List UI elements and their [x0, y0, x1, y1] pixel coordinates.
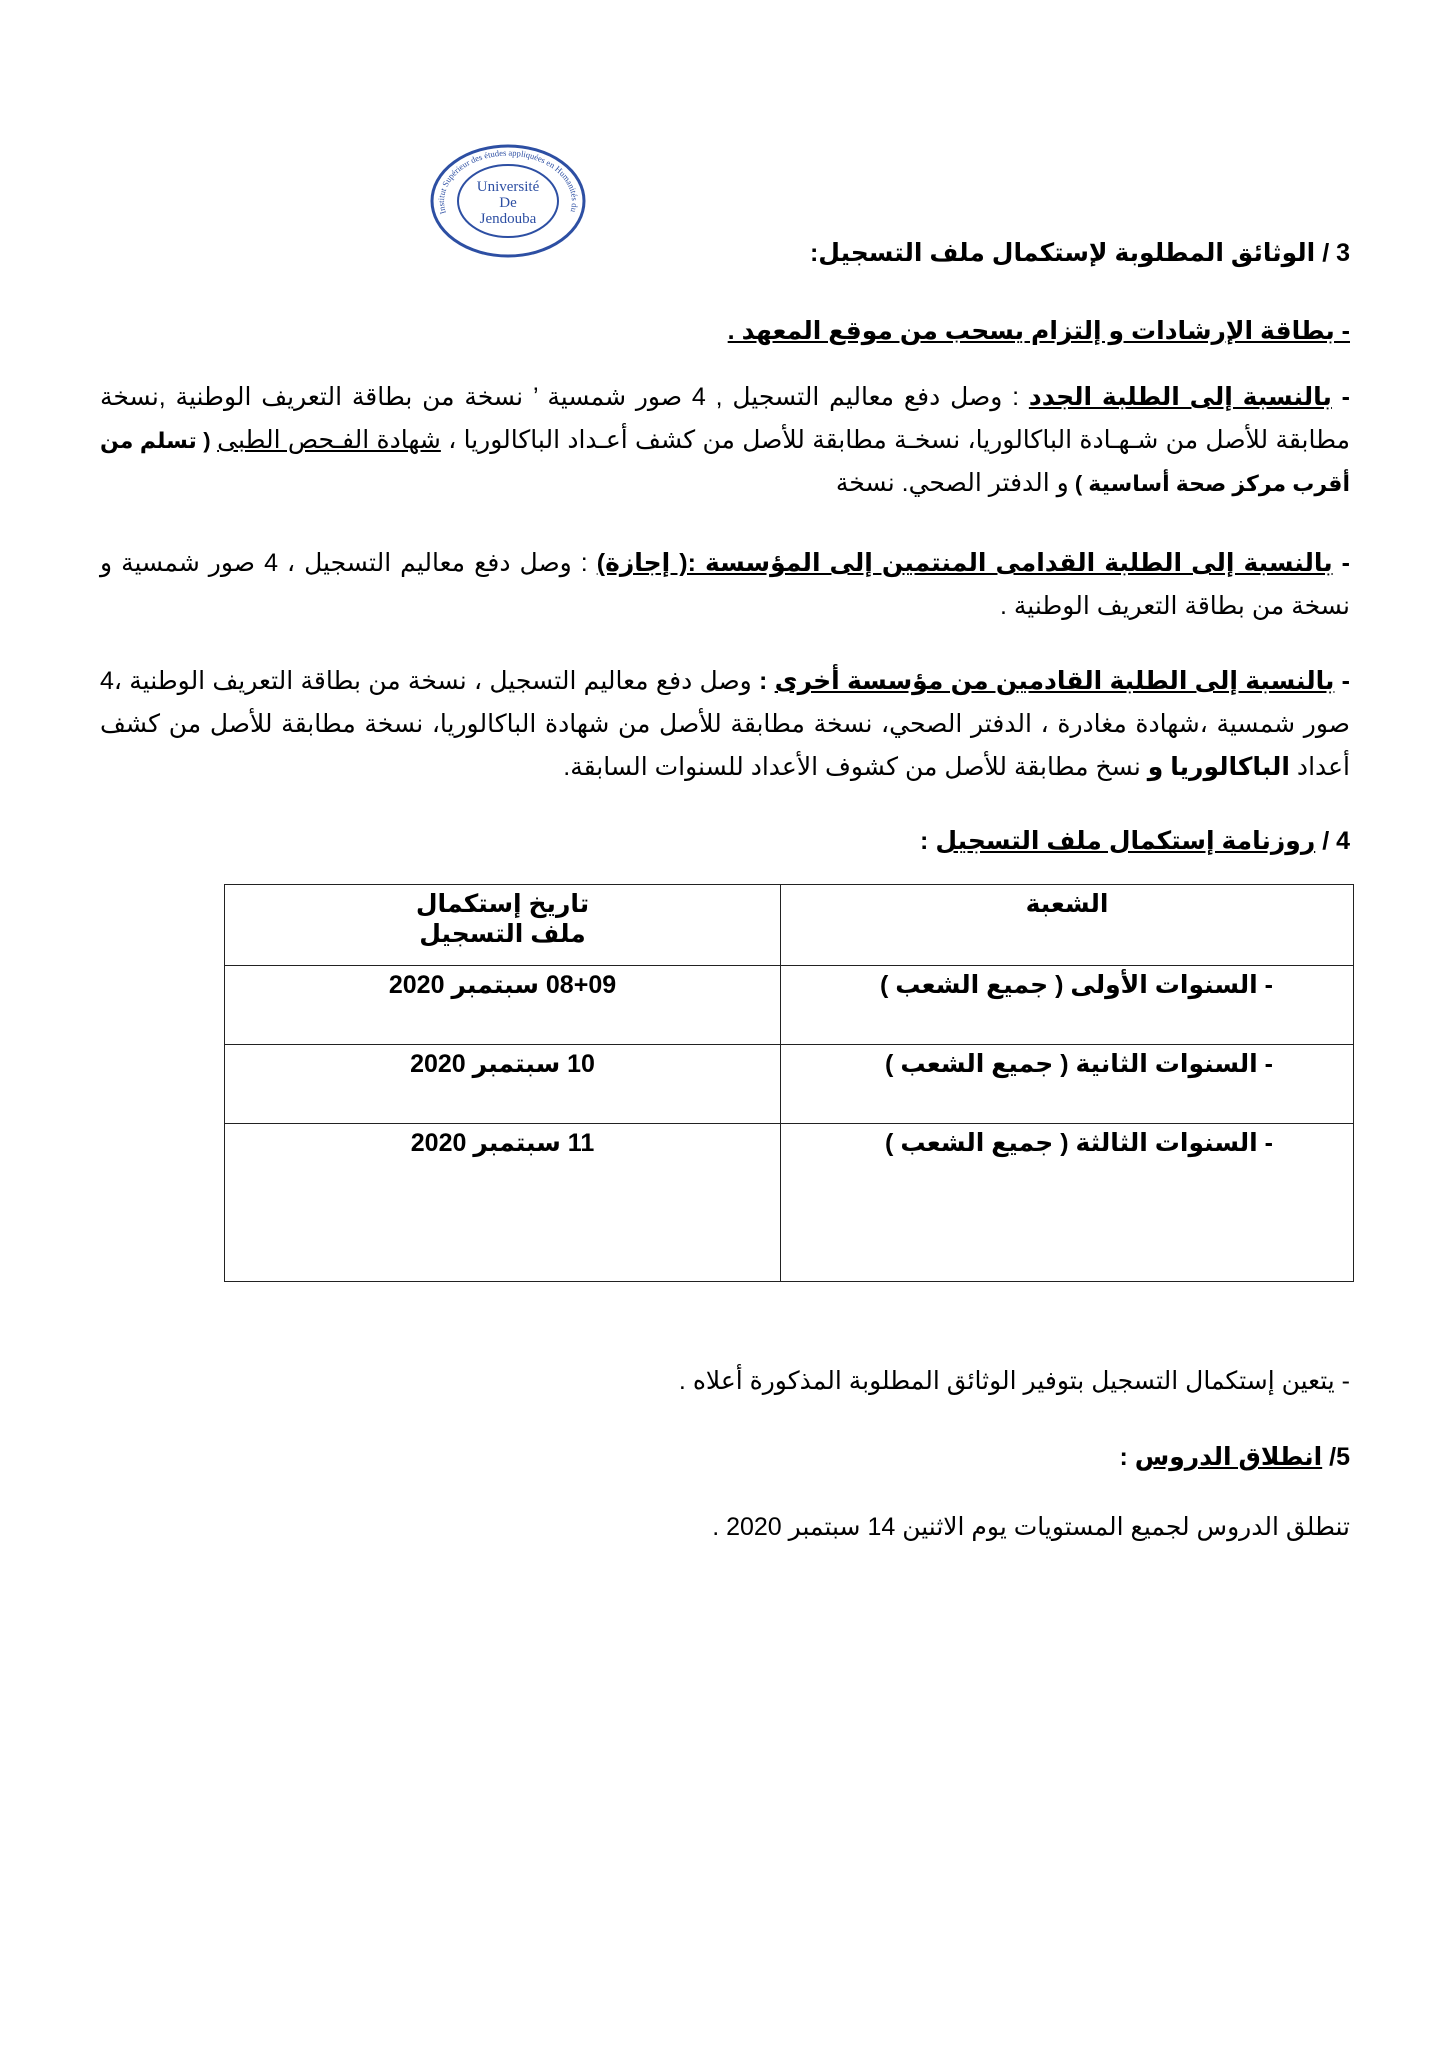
completion-note: - يتعين إستكمال التسجيل بتوفير الوثائق المطلوبة المذكورة أعلاه . [678, 1367, 1350, 1395]
header-date-line-2: ملف التسجيل [419, 920, 586, 948]
seal-line-3: Jendouba [479, 211, 537, 227]
section-5-heading: انطلاق الدروس [1134, 1443, 1323, 1471]
transfer-students-colon: : [751, 667, 775, 695]
transfer-students-text-b: نسخ مطابقة للأصل من كشوف الأعداد للسنوات السابقة. [563, 753, 1148, 781]
transfer-students-text-a: وصل دفع معاليم التسجيل ، نسخة من بطاقة التعريف الوطنية ،4 صور شمسية ،شهادة مغادرة ، الدفتر الصحي، نسخة مطابقة للأصل من شهادة الباكالوريا، نسخة مطابقة للأصل من كشف أعداد [100, 667, 1350, 781]
section-4-title [920, 826, 1350, 856]
header-date [225, 885, 781, 966]
seal-ring-text: Institut Supérieur des études appliquées en Humanités du [435, 147, 581, 216]
seal-graphic [428, 143, 588, 259]
header-date-line-1: تاريخ إستكمال [415, 890, 590, 918]
row-date: 10 سبتمبر 2020 [225, 1045, 781, 1124]
new-students-text-b: و الدفتر الصحي. نسخة [835, 469, 1069, 497]
section-5-number: 5/ [1322, 1443, 1350, 1471]
row-branch: - السنوات الثالثة ( جميع الشعب ) [781, 1124, 1354, 1282]
medical-certificate: شهادة الفـحص الطبى [217, 426, 441, 454]
paragraph-returning-students [100, 542, 1350, 628]
section-4-colon: : [920, 827, 936, 855]
table-header-row [225, 885, 1354, 966]
table-row [225, 1124, 1354, 1282]
returning-students-text: : وصل دفع معاليم التسجيل ، 4 صور شمسية و نسخة من بطاقة التعريف الوطنية . [100, 549, 1350, 620]
row-date: 11 سبتمبر 2020 [225, 1124, 781, 1282]
section-4-number: 4 / [1315, 827, 1350, 855]
section-3-title: 3 / الوثائق المطلوبة لإستكمال ملف التسجيل: [809, 239, 1350, 267]
row-branch: - السنوات الأولى ( جميع الشعب ) [781, 966, 1354, 1045]
schedule-table [224, 884, 1354, 1282]
classes-start-text: تنطلق الدروس لجميع المستويات يوم الاثنين 14 سبتمبر 2020 . [712, 1513, 1350, 1541]
new-students-text-a: : وصل دفع معاليم التسجيل , 4 صور شمسية ’ نسخة من بطاقة التعريف الوطنية ,نسخة مطابقة للأصل من شـهـادة الباكالوريا، نسخـة مطابقة للأصل من كشف أعـداد الباكالوريا ، [100, 383, 1350, 454]
transfer-students-dash: - [1334, 667, 1351, 695]
section-5-title [1119, 1442, 1350, 1472]
transfer-students-label: بالنسبة إلى الطلبة القادمين من مؤسسة أخرى [774, 667, 1335, 695]
bullet-guidance-card: - بطاقة الإرشادات و إلتزام يسحب من موقع المعهد . [727, 317, 1350, 345]
seal-line-1: Université [476, 179, 540, 195]
paragraph-transfer-students [100, 660, 1350, 789]
section-4-heading: روزنامة إستكمال ملف التسجيل [935, 827, 1316, 855]
section-5-colon: : [1119, 1443, 1135, 1471]
returning-students-dash: - [1332, 549, 1350, 577]
university-seal [428, 143, 588, 259]
row-date: 08+09 سبتمبر 2020 [225, 966, 781, 1045]
returning-students-label: بالنسبة إلى الطلبة القدامى المنتمين إلى المؤسسة :( إجازة) [596, 549, 1333, 577]
seal-line-2: De [499, 195, 517, 211]
row-branch: - السنوات الثانية ( جميع الشعب ) [781, 1045, 1354, 1124]
new-students-label: بالنسبة إلى الطلبة الجدد [1028, 383, 1332, 411]
table-row [225, 1045, 1354, 1124]
paragraph-new-students [100, 376, 1350, 505]
medical-note: ( تسلم من أقرب مركز صحة أساسية ) [100, 428, 1350, 496]
transfer-students-bac: الباكالوريا و [1147, 753, 1290, 781]
table-row [225, 966, 1354, 1045]
header-branch: الشعبة [781, 885, 1354, 966]
new-students-dash: - [1331, 383, 1350, 411]
